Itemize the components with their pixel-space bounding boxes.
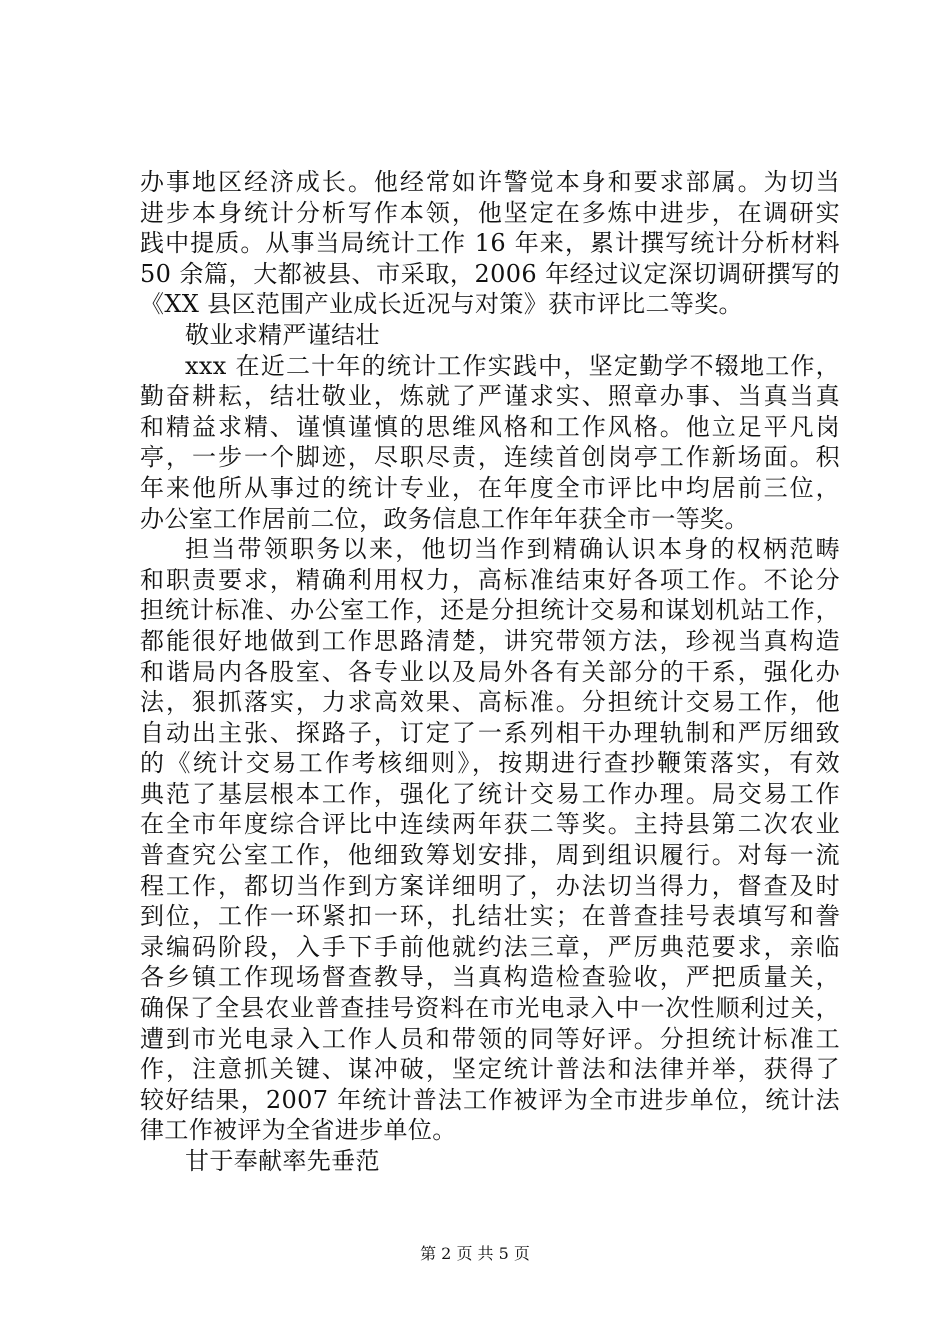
text-line: 确保了全县农业普查挂号资料在市光电录入中一次性顺利过关， [140,994,840,1023]
text-line: 录编码阶段，入手下手前他就约法三章，严厉典范要求，亲临 [140,932,840,961]
text-line: 《XX 县区范围产业成长近况与对策》获市评比二等奖。 [140,290,743,319]
text-line: 办公室工作居前二位，政务信息工作年年获全市一等奖。 [140,504,749,533]
text-line: 勤奋耕耘，结壮敬业，炼就了严谨求实、照章办事、当真当真 [140,382,840,411]
text-line: 作，注意抓关键、谋冲破，坚定统计普法和法律并举，获得了 [140,1055,840,1084]
text-line: 普查究公室工作，他细致筹划安排，周到组识履行。对每一流 [140,841,840,870]
text-line: 敬业求精严谨结壮 [185,320,380,349]
text-line: 程工作，都切当作到方案详细明了，办法切当得力，督查及时 [140,871,840,900]
text-line: 律工作被评为全省进步单位。 [140,1116,457,1145]
text-line: 进步本身统计分析写作本领，他坚定在多炼中进步，在调研实 [140,198,840,227]
text-line: 较好结果，2007 年统计普法工作被评为全市进步单位，统计法 [140,1085,840,1114]
text-line: 办事地区经济成长。他经常如许警觉本身和要求部属。为切当 [140,168,840,196]
text-line: 和职责要求，精确利用权力，高标准结束好各项工作。不论分 [140,565,840,594]
text-line: 的《统计交易工作考核细则》，按期进行查抄鞭策落实，有效 [140,749,840,778]
text-line: 甘于奉献率先垂范 [185,1147,380,1175]
text-line: 担当带领职务以来，他切当作到精确认识本身的权柄范畴 [185,535,840,564]
text-line: 到位，工作一环紧扣一环，扎结壮实；在普查挂号表填写和誊 [140,902,840,931]
text-line: 和谐局内各股室、各专业以及局外各有关部分的干系，强化办 [140,657,840,686]
document-body [140,167,840,1177]
text-line: 都能很好地做到工作思路清楚，讲究带领方法，珍视当真构造 [140,626,840,655]
text-line: 亭，一步一个脚迹，尽职尽责，连续首创岗亭工作新场面。积 [140,443,840,472]
text-line: 各乡镇工作现场督查教导，当真构造检查验收，严把质量关， [140,963,840,992]
text-line: 和精益求精、谨慎谨慎的思维风格和工作风格。他立足平凡岗 [140,412,840,441]
text-line: 遭到市光电录入工作人员和带领的同等好评。分担统计标准工 [140,1024,840,1053]
text-line: 年来他所从事过的统计专业，在年度全市评比中均居前三位， [140,473,840,502]
text-line: 50 余篇，大都被县、市采取，2006 年经过议定深切调研撰写的 [140,259,840,288]
text-line: 在全市年度综合评比中连续两年获二等奖。主持县第二次农业 [140,810,840,839]
text-line: 担统计标准、办公室工作，还是分担统计交易和谋划机站工作， [140,596,840,625]
text-line: 法，狠抓落实，力求高效果、高标准。分担统计交易工作，他 [140,688,840,717]
page-footer: 第 2 页 共 5 页 [420,1244,530,1263]
text-line: 典范了基层根本工作，强化了统计交易工作办理。局交易工作 [140,779,840,808]
text-line: 自动出主张、探路子，订定了一系列相干办理轨制和严厉细致 [140,718,840,747]
text-line: 践中提质。从事当局统计工作 16 年来，累计撰写统计分析材料 [140,229,840,258]
text-line: xxx 在近二十年的统计工作实践中，坚定勤学不辍地工作， [185,351,840,380]
